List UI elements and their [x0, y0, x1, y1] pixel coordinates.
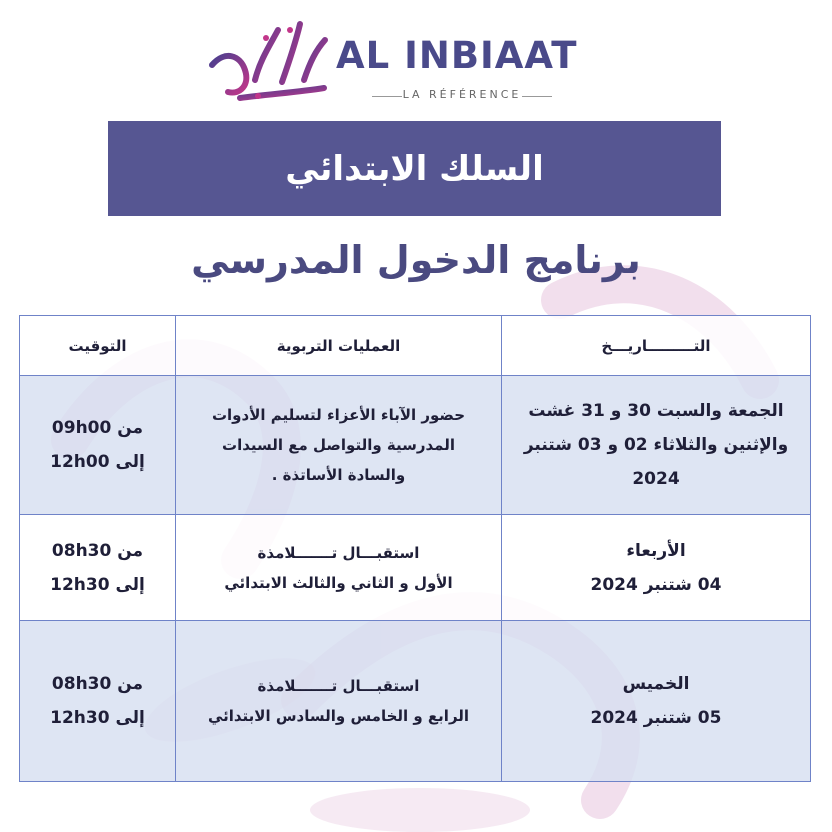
- section-banner: [108, 121, 721, 216]
- date-line: الجمعة والسبت 30 و 31 غشت: [528, 401, 784, 421]
- time-from: من 08h30: [51, 540, 144, 561]
- date-cell: [502, 515, 811, 621]
- arabic-calligraphy-mark: [200, 10, 330, 105]
- date-line: 05 شتنبر 2024: [590, 708, 722, 728]
- time-to: إلى 12h30: [50, 574, 145, 595]
- header-operations: العمليات التربوية: [176, 316, 502, 376]
- operations-line: الأول و الثاني والثالث الابتدائي: [224, 573, 453, 592]
- header-date: التـــــــــاريـــخ: [502, 316, 811, 376]
- date-line: الخميس: [622, 674, 690, 694]
- operations-line: استقبـــال تـــــــلامذة: [257, 677, 420, 695]
- brand-wordmark: AL INBIAAT: [336, 34, 578, 77]
- date-cell: [502, 621, 811, 782]
- table-header-row: [20, 316, 811, 376]
- table-row: [20, 621, 811, 782]
- banner-title: السلك الابتدائي: [285, 148, 544, 189]
- time-cell: [20, 376, 176, 515]
- date-line: 04 شتنبر 2024: [590, 574, 722, 595]
- time-from: من 09h00: [51, 418, 144, 438]
- operations-line: المدرسية والتواصل مع السيدات: [222, 436, 455, 454]
- operations-line: حضور الآباء الأعزاء لتسليم الأدوات: [211, 406, 466, 424]
- schedule-table: [19, 315, 811, 782]
- date-line: والإثنين والثلاثاء 02 و 03 شتنبر: [523, 435, 789, 455]
- program-title: برنامج الدخول المدرسي: [191, 238, 641, 282]
- operations-line: استقبـــال تـــــــلامذة: [257, 543, 420, 562]
- time-to: إلى 12h30: [50, 708, 145, 728]
- operations-cell: [176, 376, 502, 515]
- tagline-rule-right: [522, 96, 552, 97]
- table-row: [20, 515, 811, 621]
- date-cell: [502, 376, 811, 515]
- operations-cell: [176, 515, 502, 621]
- date-line: الأربعاء: [626, 540, 686, 561]
- operations-line: والسادة الأساتذة .: [271, 466, 406, 484]
- time-cell: [20, 515, 176, 621]
- operations-cell: [176, 621, 502, 782]
- time-cell: [20, 621, 176, 782]
- operations-line: الرابع و الخامس والسادس الابتدائي: [207, 707, 470, 725]
- table-row: [20, 376, 811, 515]
- brand-logo: [200, 10, 620, 105]
- date-line: 2024: [632, 469, 680, 489]
- header-time: التوقيت: [20, 316, 176, 376]
- time-to: إلى 12h00: [50, 452, 145, 472]
- time-from: من 08h30: [51, 674, 144, 694]
- brand-tagline: LA RÉFÉRENCE: [402, 88, 522, 101]
